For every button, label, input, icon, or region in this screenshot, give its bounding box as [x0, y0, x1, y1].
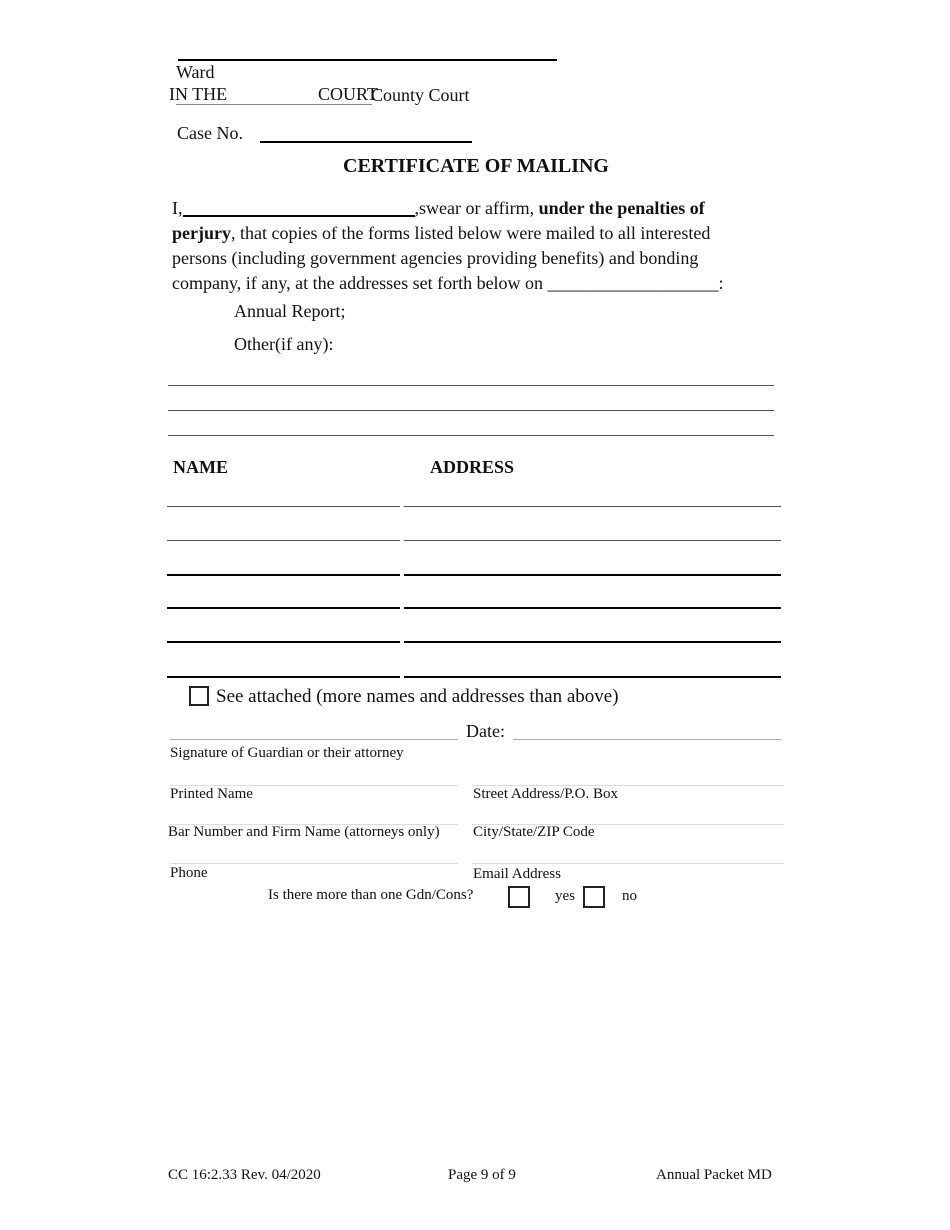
court-label: COURT [318, 84, 378, 104]
name-line[interactable] [167, 540, 400, 541]
address-line[interactable] [404, 506, 781, 507]
address-line[interactable] [404, 641, 781, 643]
name-line[interactable] [167, 607, 400, 609]
signature-label: Signature of Guardian or their attorney [170, 745, 404, 761]
address-line[interactable] [404, 676, 781, 678]
statement-line-3: persons (including government agencies providing benefits) and bonding [172, 248, 699, 268]
more-than-one-question: Is there more than one Gdn/Cons? [268, 887, 474, 903]
statement-paragraph [172, 196, 772, 296]
ward-label: Ward [176, 62, 215, 82]
ward-name-line[interactable] [178, 59, 557, 61]
statement-swear: ,swear or affirm, [414, 198, 539, 218]
statement-penalties: under the penalties of [538, 198, 705, 218]
name-column-header: NAME [173, 457, 228, 477]
case-number-line[interactable] [260, 141, 472, 143]
case-number-label: Case No. [177, 123, 243, 143]
statement-i: I, [172, 198, 183, 218]
email-line[interactable] [472, 863, 784, 864]
address-column-header: ADDRESS [430, 457, 515, 477]
printed-name-label: Printed Name [170, 786, 253, 802]
no-checkbox[interactable] [583, 886, 605, 908]
affiant-name-line[interactable] [183, 197, 415, 217]
address-line[interactable] [404, 607, 781, 609]
other-line-3[interactable] [168, 435, 774, 436]
date-label: Date: [466, 721, 505, 741]
name-line[interactable] [167, 574, 400, 576]
other-item: Other(if any): [234, 334, 334, 354]
annual-report-item: Annual Report; [234, 301, 346, 321]
other-line-1[interactable] [168, 385, 774, 386]
email-label: Email Address [473, 866, 561, 882]
signature-line[interactable] [170, 739, 458, 740]
address-line[interactable] [404, 574, 781, 576]
page-number: Page 9 of 9 [448, 1167, 516, 1183]
county-court-label: County Court [371, 85, 470, 105]
name-line[interactable] [167, 641, 400, 643]
statement-line-2-rest: , that copies of the forms listed below were mailed to all interested [230, 223, 711, 243]
phone-line[interactable] [170, 863, 458, 864]
packet-name: Annual Packet MD [656, 1167, 772, 1183]
city-state-zip-label: City/State/ZIP Code [473, 824, 595, 840]
see-attached-label: See attached (more names and addresses than above) [216, 686, 619, 707]
street-address-label: Street Address/P.O. Box [473, 786, 619, 802]
other-line-2[interactable] [168, 410, 774, 411]
statement-line-4: company, if any, at the addresses set forth below on ___________________: [172, 273, 724, 293]
name-line[interactable] [167, 676, 400, 678]
see-attached-checkbox[interactable] [189, 686, 209, 706]
form-code: CC 16:2.33 Rev. 04/2020 [168, 1167, 321, 1183]
yes-checkbox[interactable] [508, 886, 530, 908]
address-line[interactable] [404, 540, 781, 541]
statement-perjury: perjury [172, 223, 231, 243]
statement-line-2 [172, 221, 772, 246]
bar-number-label: Bar Number and Firm Name (attorneys only) [168, 824, 440, 840]
statement-line-1 [172, 196, 772, 221]
phone-label: Phone [170, 865, 208, 881]
document-title: CERTIFICATE OF MAILING [343, 155, 609, 177]
name-line[interactable] [167, 506, 400, 507]
yes-label: yes [555, 888, 575, 904]
no-label: no [622, 888, 637, 904]
date-line[interactable] [513, 739, 781, 740]
in-the-label: IN THE [169, 84, 228, 104]
